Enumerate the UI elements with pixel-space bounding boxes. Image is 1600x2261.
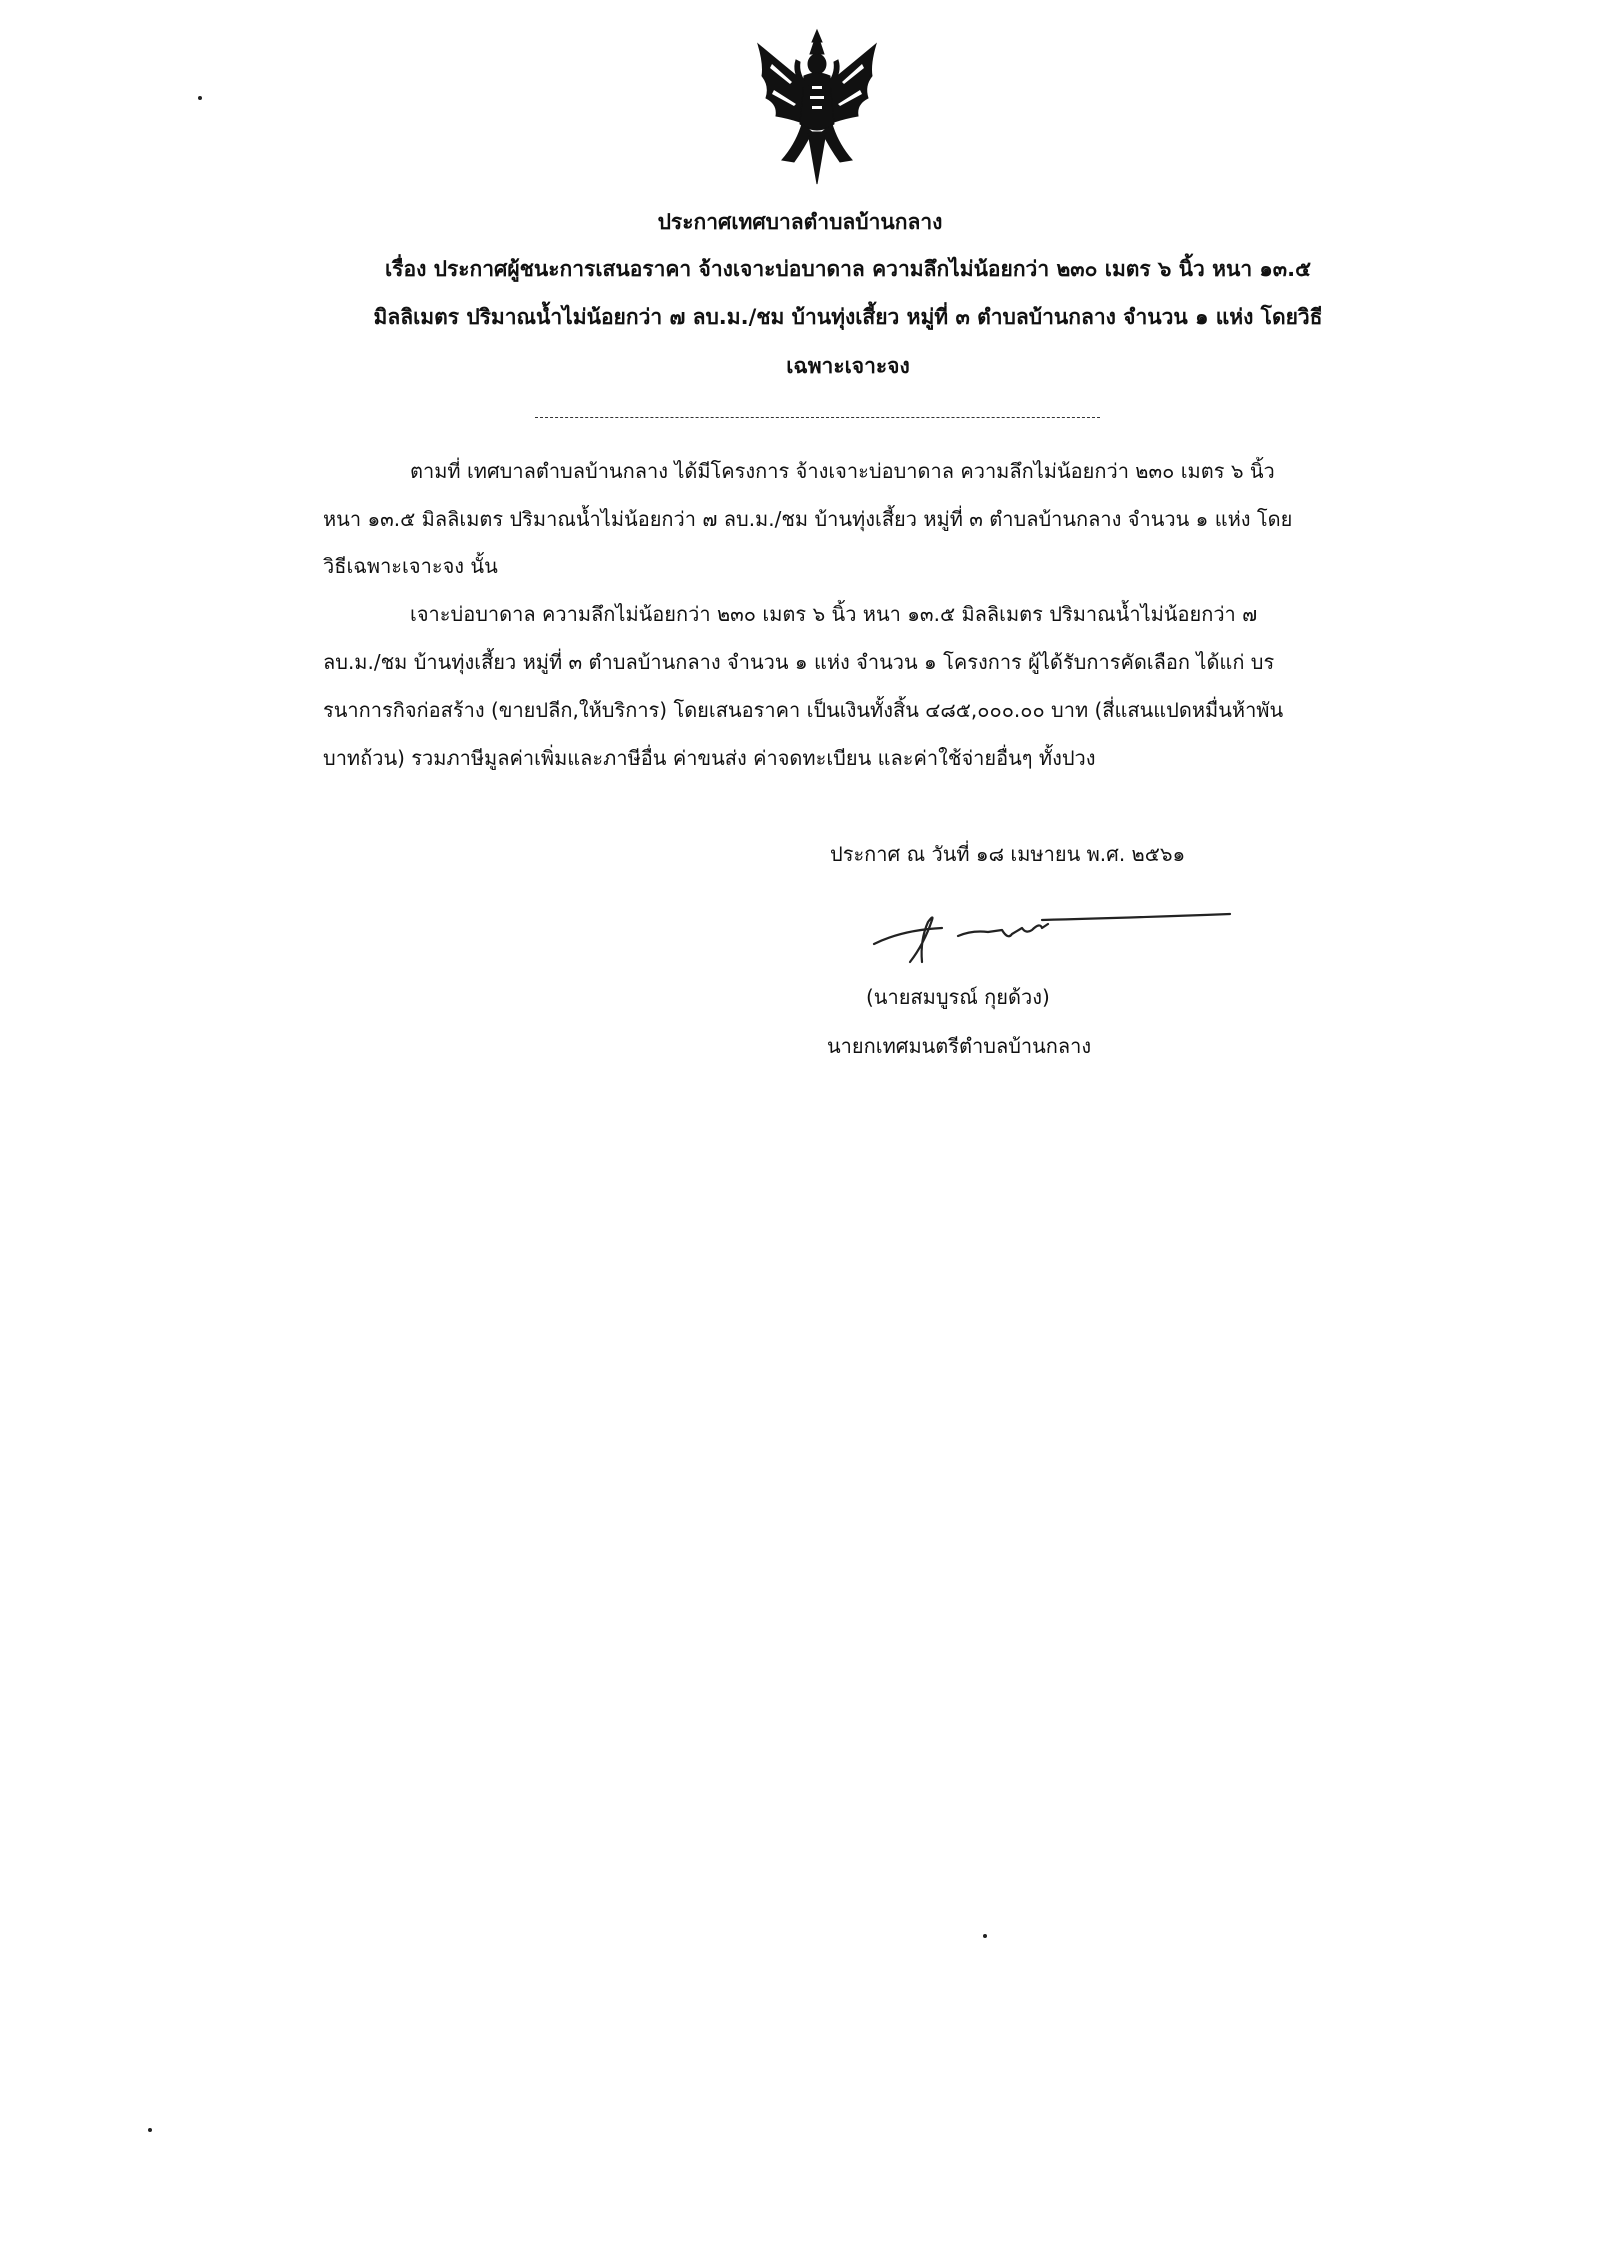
paragraph-line: เจาะบ่อบาดาล ความลึกไม่น้อยกว่า ๒๓๐ เมตร ๖ นิ้ว หนา ๑๓.๕ มิลลิเมตร ปริมาณน้ำไม่น้อยกว่า ๗ [410, 602, 1258, 626]
paragraph-line: ลบ.ม./ชม บ้านทุ่งเสี้ยว หมู่ที่ ๓ ตำบลบ้านกลาง จำนวน ๑ แห่ง จำนวน ๑ โครงการ ผู้ได้รับการคัดเลือก ได้แก่ บร [323, 650, 1275, 674]
announcement-date: ประกาศ ณ วันที่ ๑๘ เมษายน พ.ศ. ๒๕๖๑ [830, 842, 1186, 866]
document-subject [318, 253, 1378, 383]
paragraph-line: วิธีเฉพาะเจาะจง นั้น [323, 554, 498, 578]
scan-speck [148, 2128, 152, 2132]
document-title: ประกาศเทศบาลตำบลบ้านกลาง [657, 210, 943, 234]
garuda-emblem-icon [752, 24, 882, 194]
paragraph-line: ตามที่ เทศบาลตำบลบ้านกลาง ได้มีโครงการ จ้างเจาะบ่อบาดาล ความลึกไม่น้อยกว่า ๒๓๐ เมตร ๖ นิ้ว [410, 459, 1275, 483]
paragraph-line: บาทถ้วน) รวมภาษีมูลค่าเพิ่มและภาษีอื่น ค่าขนส่ง ค่าจดทะเบียน และค่าใช้จ่ายอื่นๆ ทั้งปวง [323, 746, 1096, 770]
subject-line: เรื่อง ประกาศผู้ชนะการเสนอราคา จ้างเจาะบ่อบาดาล ความลึกไม่น้อยกว่า ๒๓๐ เมตร ๖ นิ้ว หนา ๑๓.๕ [385, 257, 1311, 281]
scan-speck [983, 1934, 987, 1938]
subject-line: เฉพาะเจาะจง [786, 354, 910, 378]
signature-icon [862, 900, 1232, 980]
paragraph-line: รนาการกิจก่อสร้าง (ขายปลีก,ให้บริการ) โดยเสนอราคา เป็นเงินทั้งสิ้น ๔๘๕,๐๐๐.๐๐ บาท (สี่แสนแปดหมื่นห้าพัน [323, 698, 1284, 722]
subject-line: มิลลิเมตร ปริมาณน้ำไม่น้อยกว่า ๗ ลบ.ม./ชม บ้านทุ่งเสี้ยว หมู่ที่ ๓ ตำบลบ้านกลาง จำนวน ๑ แห่ง โดยวิธี [373, 305, 1323, 329]
divider [535, 417, 1100, 418]
signer-name: (นายสมบูรณ์ กุยด้วง) [866, 985, 1050, 1009]
signer-title: นายกเทศมนตรีตำบลบ้านกลาง [827, 1034, 1092, 1058]
scan-speck [198, 96, 202, 100]
paragraph-line: หนา ๑๓.๕ มิลลิเมตร ปริมาณน้ำไม่น้อยกว่า ๗ ลบ.ม./ชม บ้านทุ่งเสี้ยว หมู่ที่ ๓ ตำบลบ้านกลาง จำนวน ๑ แห่ง โดย [323, 507, 1293, 531]
